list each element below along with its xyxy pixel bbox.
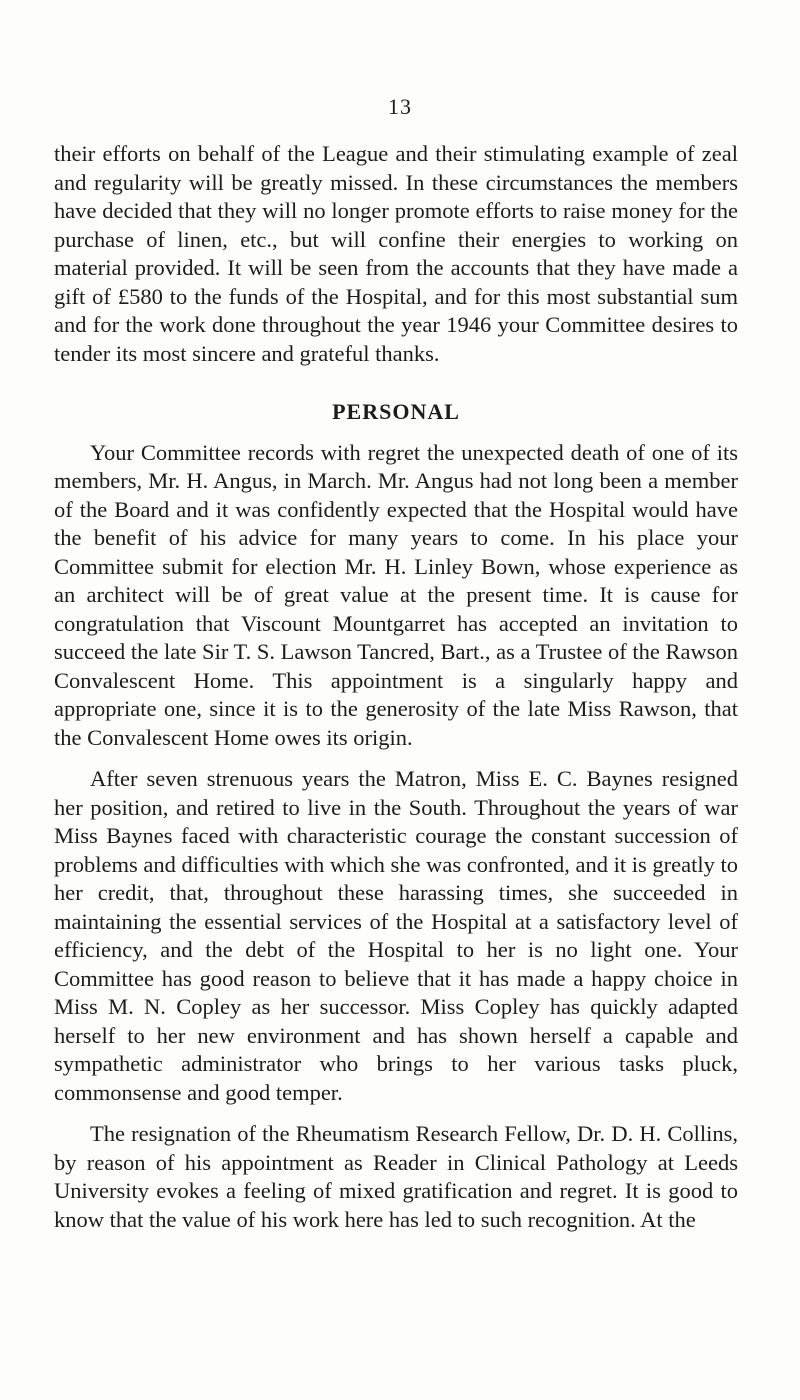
paragraph-research-fellow: The resignation of the Rheumatism Research Fellow, Dr. D. H. Collins, by reason of his appointment as Reader in Clinical Pathology at Leeds University evokes a feeling of mixed gratification and regret. It is good to know that the value of his work here has led to such recognition. At the <box>54 1121 738 1232</box>
paragraph-spacer <box>54 1107 738 1120</box>
section-heading-personal: PERSONAL <box>332 399 460 424</box>
paragraph-committee-records: Your Committee records with regret the unexpected death of one of its members, Mr. H. Angus, in March. Mr. Angus had not long been a member of the Board and it was confidently expected that the Hospital would have the benefit of his advice for many years to come. In his place your Committee submit for election Mr. H. Linley Bown, whose experience as an architect will be of great value at the present time. It is cause for congratulation that Viscount Mountgarret has accepted an invitation to succeed the late Sir T. S. Lawson Tancred, Bart., as a Trustee of the Rawson Convalescent Home. This appointment is a singularly happy and appropriate one, since it is to the generosity of the late Miss Rawson, that the Convalescent Home owes its origin. <box>54 439 738 750</box>
paragraph-league-thanks: their efforts on behalf of the League and their stimulating example of zeal and regularity will be greatly missed. In these circumstances the members have decided that they will no longer promote efforts to raise money for the purchase of linen, etc., but will confine their energies to working on material provided. It will be seen from the accounts that they have made a gift of £580 to the funds of the Hospital, and for this most substantial sum and for the work done throughout the year 1946 your Committee desires to tender its most sincere and grateful thanks. <box>54 141 738 366</box>
document-body <box>54 140 738 1234</box>
paragraph-spacer <box>54 752 738 765</box>
paragraph-matron-resignation: After seven strenuous years the Matron, Miss E. C. Baynes resigned her position, and retired to live in the South. Throughout the years of war Miss Baynes faced with characteristic courage the constant succession of problems and difficulties with which she was confronted, and it is greatly to her credit, that, throughout these harassing times, she succeeded in maintaining the essential services of the Hospital at a satisfactory level of efficiency, and the debt of the Hospital to her is no light one. Your Committee has good reason to believe that it has made a happy choice in Miss M. N. Copley as her successor. Miss Copley has quickly adapted herself to her new environment and has shown herself a capable and sympathetic administrator who brings to her various tasks pluck, commonsense and good temper. <box>54 766 738 1105</box>
page-number: 13 <box>388 94 412 119</box>
